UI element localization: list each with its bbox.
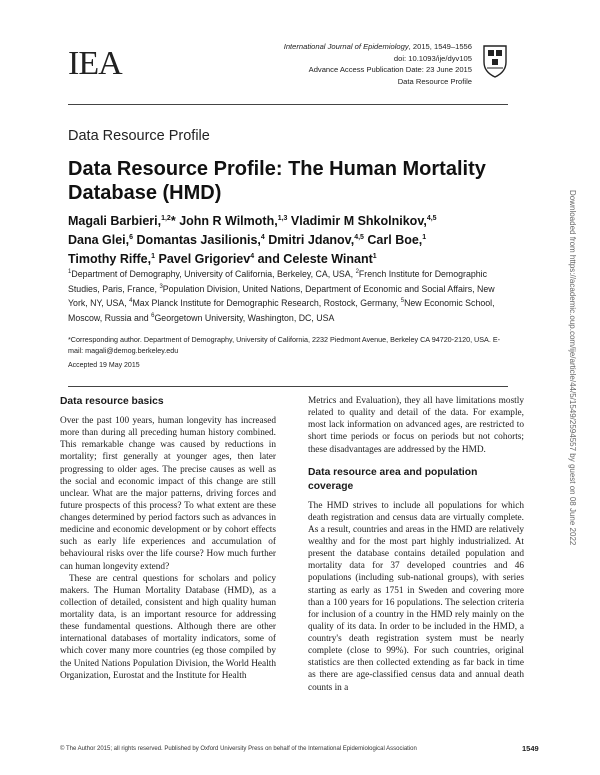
journal-name[interactable]: International Journal of Epidemiology: [283, 42, 409, 51]
author[interactable]: and Celeste Winant$^1$: [257, 251, 377, 266]
body-rule: [68, 386, 508, 387]
download-watermark: [568, 190, 589, 660]
download-note[interactable]: Downloaded from https://academic.oup.com/ije/article/44/5/1549/2594557 by guest on 08 June 2022: [568, 190, 577, 546]
header-rule: [68, 104, 508, 105]
iea-logo: [68, 46, 152, 82]
copyright-footer: © The Author 2015; all rights reserved. Published by Oxford University Press on behalf of the International Epidemiological Association: [60, 746, 417, 752]
affiliations: $^1$Department of Demography, University of California, Berkeley, CA, USA, $^2$French Institute for Demographic Studies, Paris, France, $^3$Population Division, United Nations, Department of Economic and Social Affairs, New York, NY, USA, $^4$Max Planck Institute for Demographic Research, Rostock, Germany, $^5$New Economic School, Moscow, Russia and $^6$Georgetown University, Washington, DC, USA: [68, 268, 495, 324]
author[interactable]: Pavel Grigoriev$^4$: [158, 251, 255, 266]
page-number: 1549: [522, 744, 539, 753]
right-column: [308, 395, 524, 694]
journal-citation: [284, 41, 472, 53]
author[interactable]: Magali Barbieri,$^{1,2}$*: [68, 214, 176, 229]
article-title: Data Resource Profile: The Human Mortality Database (HMD): [68, 158, 486, 204]
author[interactable]: John R Wilmoth,$^{1,3}$: [179, 214, 288, 229]
corresponding-author: *Corresponding author. Department of Demography, University of California, 2232 Piedmont Avenue, Berkeley CA 94720-2120, USA. E-mail: magali@demog.berkeley.edu: [68, 335, 501, 356]
author[interactable]: Vladimir M Shkolnikov,$^{4,5}$: [290, 214, 437, 229]
logo-text: IEA: [68, 45, 122, 82]
journal-info: [284, 41, 472, 87]
paragraph: Over the past 100 years, human longevity has increased more than during all preceding human history combined. This remarkable change was caused by reductions in mortality; first generally at younger ages, then later progressing to older ages. The precise causes as well as the social and economic impact of this change are still unclear. What are the major patterns, driving forces and future prospects of this process? To what extent are these changes determined by period factors such as advances in medicine and economic development or by cohort effects such as early life experiences and accumulation of behavioural risks over the life course? How much further can human longevity extend?: [60, 416, 276, 572]
accepted-date: Accepted 19 May 2015: [68, 362, 140, 369]
paragraph: These are central questions for scholars and policy makers. The Human Mortality Database (HMD), as a collection of detailed, consistent and high quality human mortality data, is an important resource for addressing these fundamental questions. Although there are other international databases of mortality indicators, some of which cover many more countries (eg those compiled by the United Nations Population Division, the World Health Organization, Eurostat and the Institute for Health: [60, 573, 276, 681]
section-label: Data Resource Profile: [68, 128, 210, 144]
author[interactable]: Dmitri Jdanov,$^{4,5}$: [268, 232, 364, 247]
journal-volume-pages: , 2015, 1549–1556: [408, 42, 472, 51]
paragraph-continued: Metrics and Evaluation), they all have limitations mostly related to quality and detail of the data. For example, most lack information on advanced ages, are restricted to short time periods or focus on periods but not cohorts; these disadvantages are addressed by the HMD.: [308, 396, 524, 455]
doi[interactable]: doi: 10.1093/ije/dyv105: [393, 53, 472, 63]
author[interactable]: Carl Boe,$^1$: [367, 232, 427, 247]
author[interactable]: Timothy Riffe,$^1$: [68, 251, 156, 266]
author[interactable]: Dana Glei,$^6$: [68, 232, 134, 247]
author-list: [68, 211, 508, 267]
author[interactable]: Domantas Jasilionis,$^4$: [136, 232, 265, 247]
oxford-crest-icon: [482, 44, 508, 78]
advance-access-date: Advance Access Publication Date: 23 June 2015: [308, 65, 472, 74]
spacer: [308, 456, 524, 466]
paragraph: The HMD strives to include all populations for which death registration and census data are virtually complete. As a result, countries and areas in the HMD are relatively wealthy and for the most part highly industrialized. At present the database contains detailed population and mortality data for 37 developed countries and 46 populations (including sub-national groups), with series starting as early as 1751 in Sweden and covering more than a 100 years for 16 populations. The selection criteria for inclusion of a country in the HMD rely mainly on the quality of its data. In order to be included in the HMD, a country's death registration system must be nearly complete (close to 99%). For such countries, original statistics are then collected extending as far back in time as there are age-classified census data and annual death counts in a: [308, 500, 524, 693]
heading-data-resource-basics: Data resource basics: [60, 396, 164, 407]
heading-area-coverage: Data resource area and population coverage: [308, 466, 478, 492]
article-type: Data Resource Profile: [397, 76, 472, 86]
left-column: [60, 395, 276, 682]
